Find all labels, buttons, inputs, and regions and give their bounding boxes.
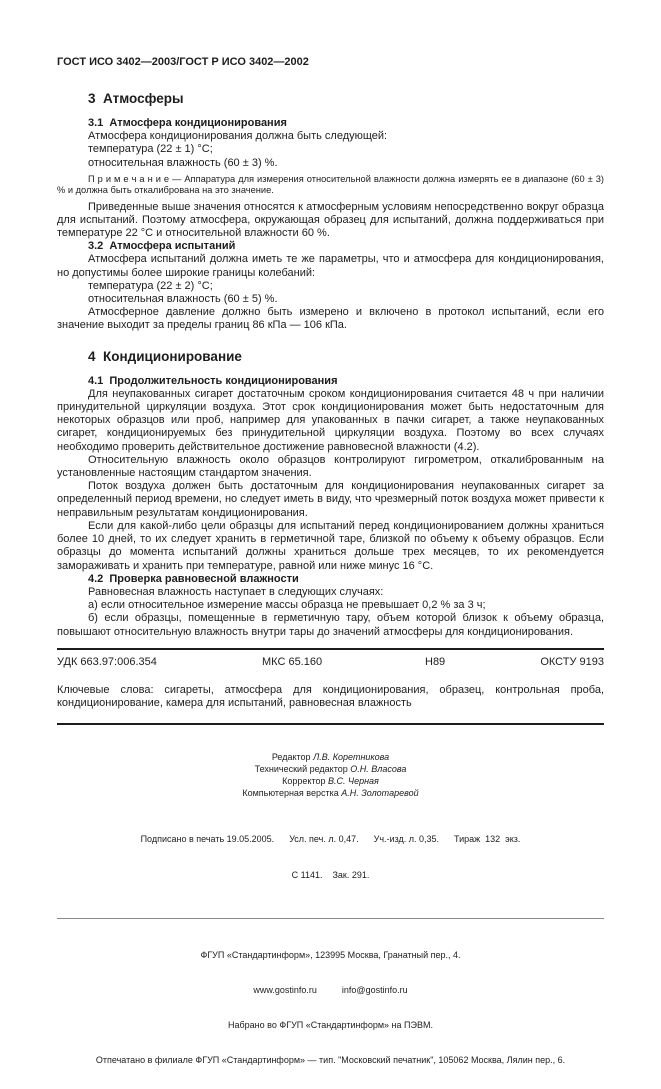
para-3-1-intro: Атмосфера кондиционирования должна быть следующей: <box>88 130 388 143</box>
publisher-contacts: www.gostinfo.ru info@gostinfo.ru <box>253 985 408 996</box>
section-3-1-heading: 3.1 Атмосфера кондиционирования <box>88 117 287 129</box>
colophon-tech-editor <box>57 763 604 775</box>
corrector-label: Корректор <box>282 776 328 787</box>
colophon-block <box>57 751 604 799</box>
para-4-1-airflow: Поток воздуха должен быть достаточным для кондиционирования неупакованных сигарет за определенный период времени, но следует иметь в виду, что чрезмерный поток воздуха может привести к неправильным результатам кондиционирования. <box>57 480 604 519</box>
divider-above-publisher <box>57 918 604 919</box>
publisher-typeset: Набрано во ФГУП «Стандартинформ» на ПЭВМ. <box>228 1019 433 1030</box>
para-4-1-storage: Если для какой-либо цели образцы для испытаний перед кондиционированием должны храниться более 10 дней, то их следует хранить в герметичной таре, близкой по объему к объему образцов. Если образцы до момента испытаний должны храниться дольше трех месяцев, то их рекомендуется замораживать и хранить при температуре, равной или ниже минус 16 °С. <box>57 519 604 572</box>
list-item-b: б) если образцы, помещенные в герметичную тару, объем которой близок к объему образца, повышают относительную влажность внутри тары до значений атмосферы для кондиционирования. <box>57 612 604 638</box>
imprint-signed-line: Подписано в печать 19.05.2005. Усл. печ. л. 0,47. Уч.-изд. л. 0,35. Тираж 132 экз. <box>140 834 521 845</box>
section-4-heading: 4 Кондиционирование <box>88 348 242 364</box>
classification-row <box>57 656 604 669</box>
para-3-2-intro: Атмосфера испытаний должна иметь те же параметры, что и атмосфера для кондиционирования, но допустимы более широкие границы колебаний: <box>57 253 604 279</box>
section-4-2-heading: 4.2 Проверка равновесной влажности <box>88 572 299 585</box>
spec-humidity-conditioning: относительная влажность (60 ± 3) %. <box>88 156 278 169</box>
tech-editor-name: О.Н. Власова <box>350 764 407 775</box>
running-header: ГОСТ ИСО 3402—2003/ГОСТ Р ИСО 3402—2002 <box>57 56 309 68</box>
section-4-1-heading: 4.1 Продолжительность кондиционирования <box>88 374 338 387</box>
note-humidity-apparatus: П р и м е ч а н и е — Аппаратура для измерения относительной влажности должна измерять ее в диапазоне (60 ± 3) % и должна быть откалибрована на это значение. <box>57 173 604 196</box>
colophon-layout <box>57 787 604 799</box>
editor-name: Л.В. Коретникова <box>313 752 390 763</box>
publisher-block <box>57 927 604 1089</box>
colophon-corrector <box>57 775 604 787</box>
colophon-editor <box>57 751 604 763</box>
spec-temperature-test: температура (22 ± 2) °С; <box>88 279 213 292</box>
mks-code: МКС 65.160 <box>262 655 323 668</box>
keywords-paragraph: Ключевые слова: сигареты, атмосфера для кондиционирования, образец, контрольная проба, кондиционирование, камера для испытаний, равновесная влажность <box>57 683 604 709</box>
n-code: Н89 <box>425 655 446 668</box>
para-3-1-values: Приведенные выше значения относятся к атмосферным условиям непосредственно вокруг образца для испытаний. Поэтому атмосфера, окружающая образец для испытаний, должна поддерживаться при температуре 22 °С и относительной влажности 60 %. <box>57 200 604 240</box>
publisher-address: ФГУП «Стандартинформ», 123995 Москва, Гранатный пер., 4. <box>200 950 461 961</box>
para-4-1-hygrometer: Относительную влажность около образцов контролируют гигрометром, откалиброванным на установленные настоящим стандартом значения. <box>57 453 604 480</box>
editor-label: Редактор <box>271 752 314 763</box>
tech-editor-label: Технический редактор <box>254 764 351 775</box>
spec-temperature-conditioning: температура (22 ± 1) °С; <box>88 143 213 156</box>
okstu-code: ОКСТУ 9193 <box>540 655 604 668</box>
layout-label: Компьютерная верстка <box>242 788 342 799</box>
list-item-a: а) если относительное измерение массы образца не превышает 0,2 % за 3 ч; <box>88 599 486 612</box>
para-3-2-pressure: Атмосферное давление должно быть измерено и включено в протокол испытаний, если его значение выходит за пределы границ 86 кПа — 106 кПа. <box>57 306 604 332</box>
imprint-block <box>57 809 604 905</box>
section-3-2-heading: 3.2 Атмосфера испытаний <box>88 240 236 253</box>
publisher-printed: Отпечатано в филиале ФГУП «Стандартинформ» — тип. "Московский печатник", 105062 Москва, Лялин пер., 6. <box>95 1054 566 1065</box>
para-4-2-intro: Равновесная влажность наступает в следующих случаях: <box>88 585 384 598</box>
spec-humidity-test: относительная влажность (60 ± 5) %. <box>88 293 278 306</box>
section-3-heading: 3 Атмосферы <box>88 91 184 106</box>
para-4-1-duration: Для неупакованных сигарет достаточным сроком кондиционирования считается 48 ч при наличии принудительной циркуляции воздуха. Этот срок кондиционирования может быть недостаточным для некоторых образцов или проб, например для упакованных в пачки сигарет, а также неупакованных сигарет, кондиционируемых без принудительной циркуляции воздуха. Поэтому во всех случаях необходимо проверить действительное достижение равновесной влажности (4.2). <box>57 387 604 453</box>
udk-code: УДК 663.97:006.354 <box>57 655 157 668</box>
layout-name: А.Н. Золотаревой <box>341 788 419 799</box>
imprint-order-line: С 1141. Зак. 291. <box>291 870 370 881</box>
divider-below-keywords <box>57 723 604 725</box>
corrector-name: В.С. Черная <box>328 776 379 787</box>
divider-above-classification <box>57 648 604 650</box>
